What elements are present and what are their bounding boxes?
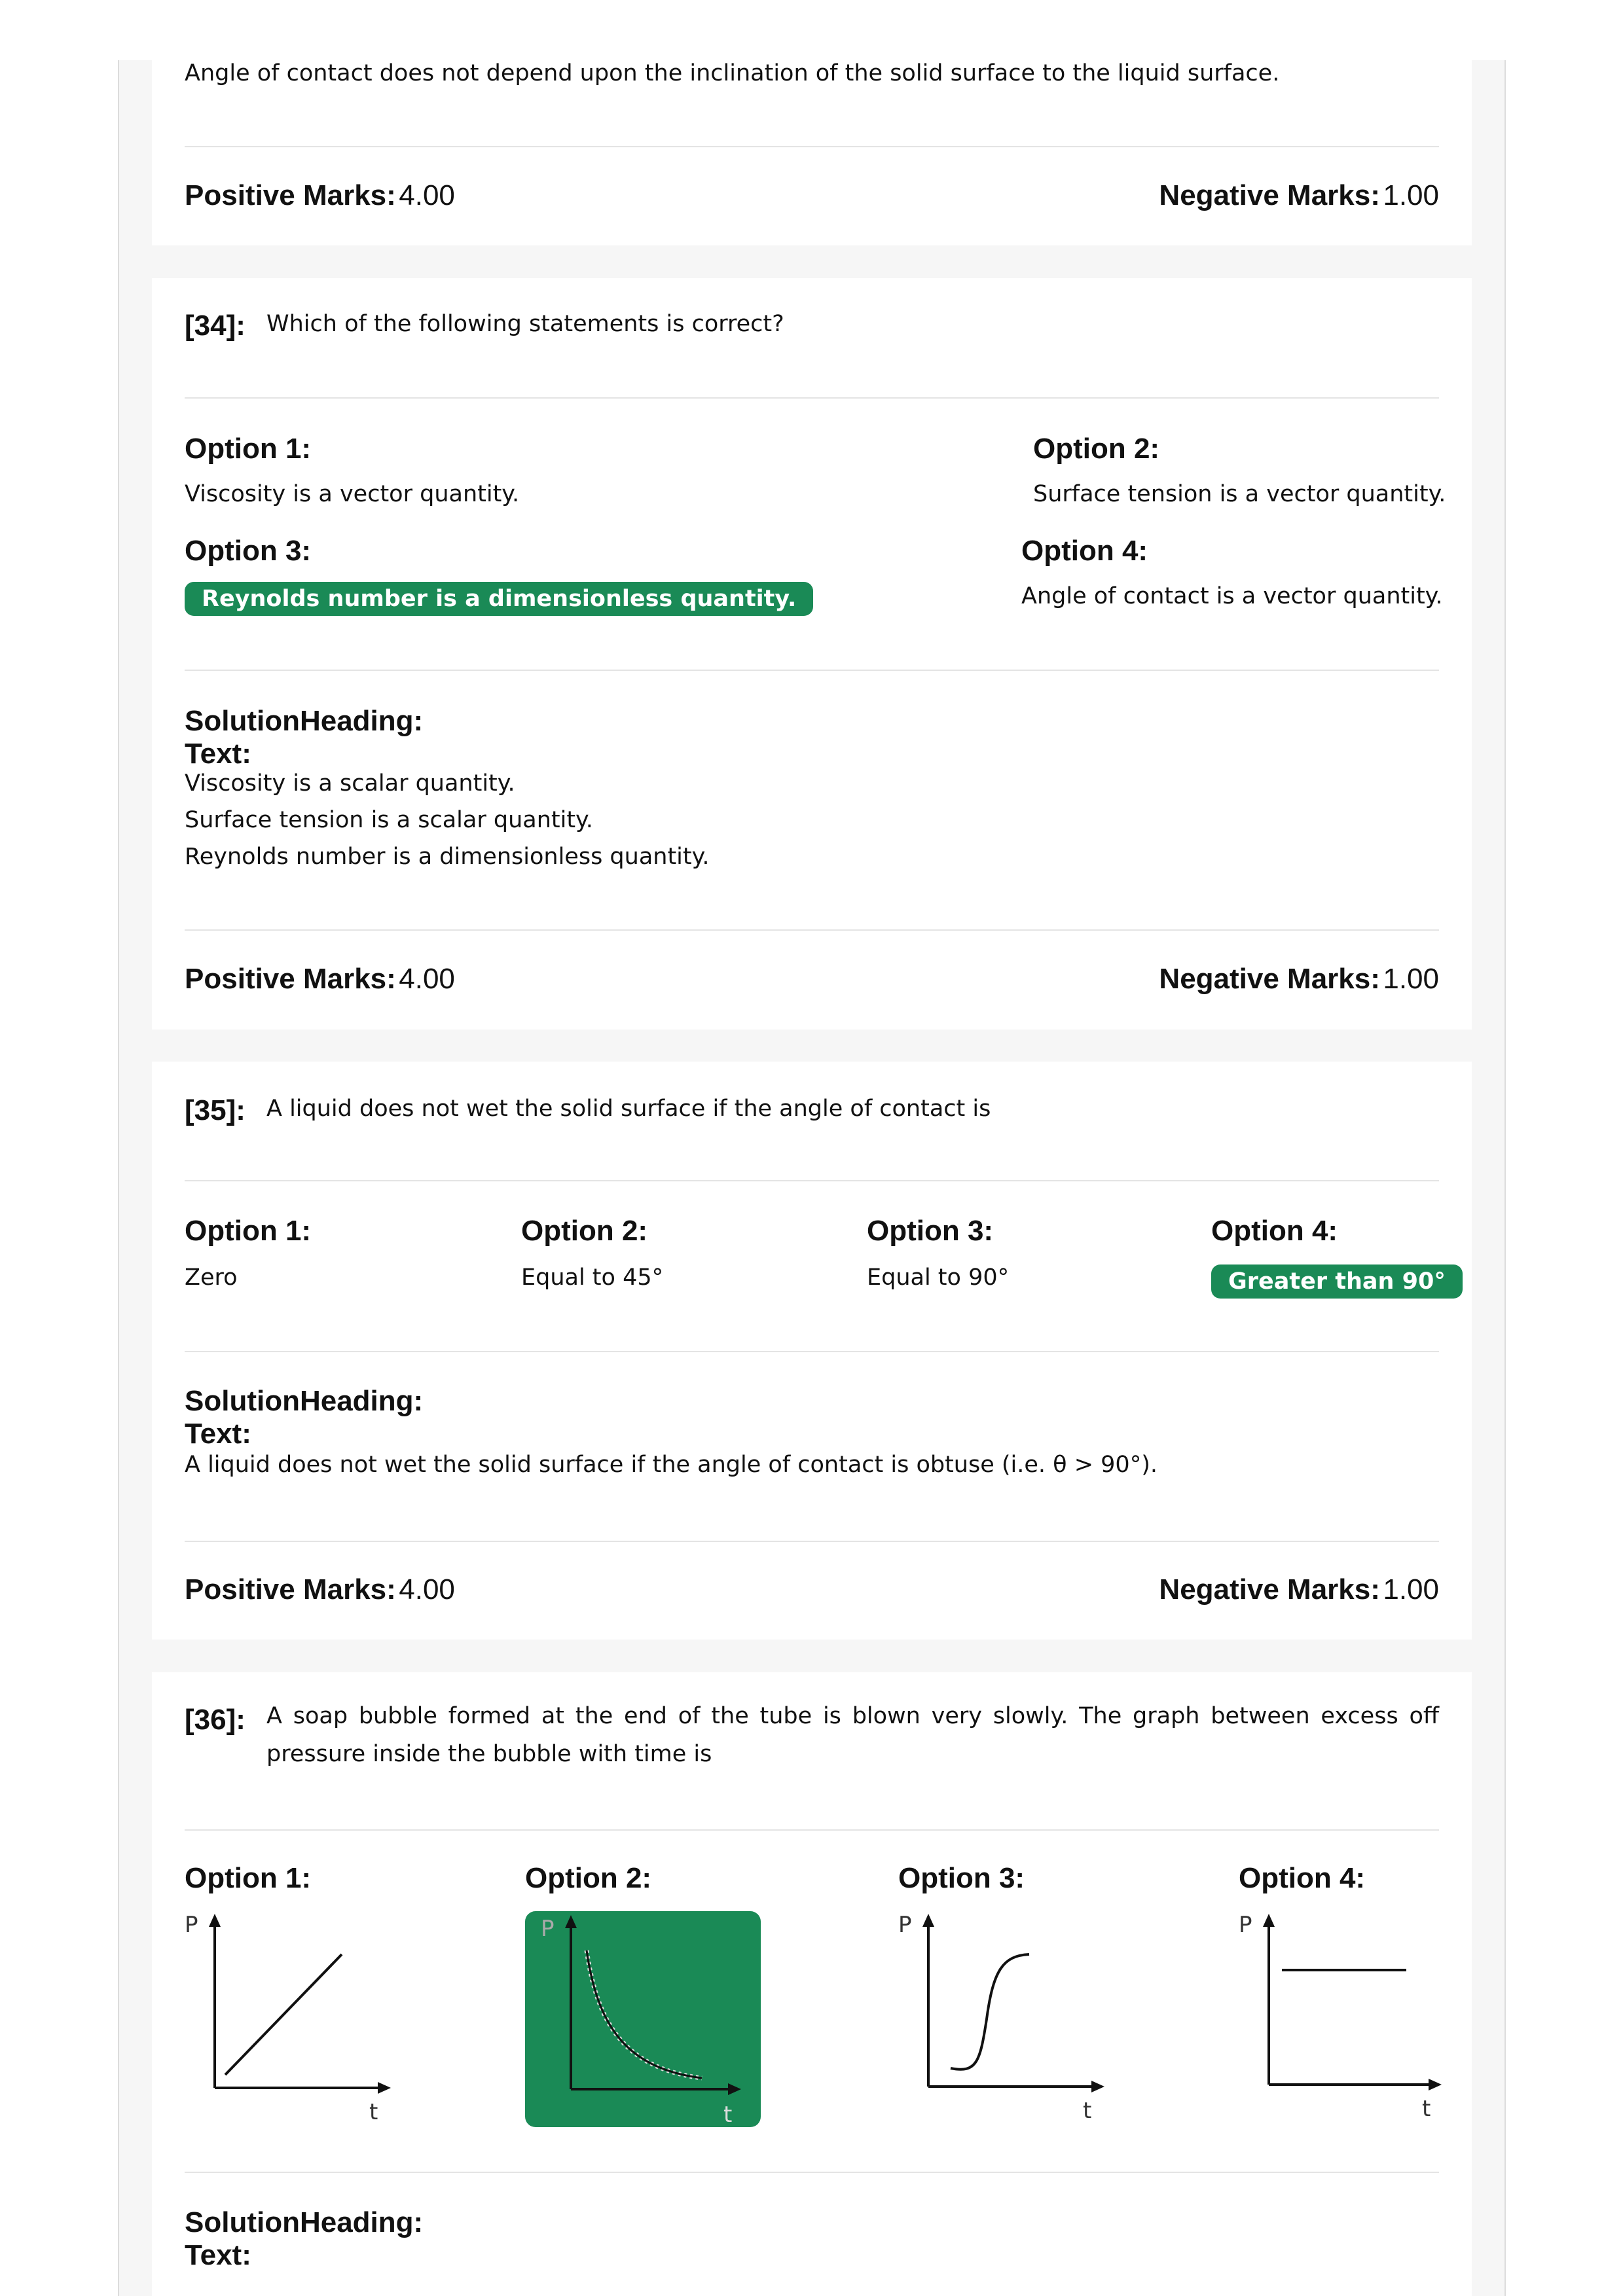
question-card-35 [152,1062,1472,1640]
positive-marks [185,179,455,212]
solution-text-label: Text: [185,1418,251,1450]
axis-y-label: P [185,1912,198,1938]
axis-x-label: t [723,2102,733,2127]
curve [951,1954,1029,2070]
solution-text-label: Text: [185,738,251,770]
question-card-33 [152,60,1472,245]
positive-marks-label: Positive Marks: [185,179,396,211]
solution-line: A liquid does not wet the solid surface if the angle of contact is obtuse (i.e. θ > 90°). [185,1452,1158,1478]
negative-marks [1159,1573,1439,1606]
option-1-text[interactable]: Zero [185,1265,238,1291]
curve [587,1950,702,2078]
option-2-label: Option 2: [1033,433,1160,465]
question-number: [36]: [185,1704,246,1736]
option-3-label: Option 3: [185,535,312,567]
negative-marks-label: Negative Marks: [1159,963,1380,995]
axis-y-label: P [1239,1912,1252,1938]
negative-marks-value: 1.00 [1383,1573,1439,1605]
positive-marks-value: 4.00 [399,963,455,995]
divider [185,2172,1439,2173]
negative-marks [1159,179,1439,212]
option-4-label: Option 4: [1211,1215,1338,1247]
solution-line: Surface tension is a scalar quantity. [185,807,593,833]
divider [185,670,1439,671]
option-4-label: Option 4: [1239,1862,1366,1894]
negative-marks [1159,963,1439,996]
negative-marks-value: 1.00 [1383,179,1439,211]
positive-marks-label: Positive Marks: [185,963,396,995]
axis-y-label: P [898,1912,912,1938]
axis-y-label: P [541,1916,555,1942]
option-3-text[interactable]: Equal to 90° [867,1265,1010,1291]
option-2-label: Option 2: [521,1215,648,1247]
divider [185,1180,1439,1181]
option-2-graph-correct-answer[interactable] [525,1911,761,2127]
question-33-text: Angle of contact does not depend upon the inclination of the solid surface to the liquid surface. [185,60,1280,86]
solution-heading: SolutionHeading: [185,1385,424,1417]
question-text: Which of the following statements is correct? [266,311,784,337]
positive-marks-value: 4.00 [399,1573,455,1605]
positive-marks-label: Positive Marks: [185,1573,396,1605]
solution-heading: SolutionHeading: [185,705,424,737]
axis-x-label: t [1083,2098,1092,2124]
curve [225,1954,342,2075]
divider [185,397,1439,399]
divider [185,929,1439,931]
negative-marks-value: 1.00 [1383,963,1439,995]
option-2-label: Option 2: [525,1862,652,1894]
option-1-graph[interactable] [185,1911,420,2127]
solution-line: Reynolds number is a dimensionless quantity. [185,844,710,870]
solution-line: Viscosity is a scalar quantity. [185,770,515,797]
option-1-text[interactable]: Viscosity is a vector quantity. [185,481,520,507]
question-number: [35]: [185,1094,246,1126]
question-text: A liquid does not wet the solid surface if the angle of contact is [266,1096,991,1122]
option-3-correct-answer[interactable]: Reynolds number is a dimensionless quantity. [185,582,813,616]
option-4-label: Option 4: [1021,535,1148,567]
negative-marks-label: Negative Marks: [1159,179,1380,211]
solution-text-label: Text: [185,2239,251,2271]
positive-marks-value: 4.00 [399,179,455,211]
option-1-label: Option 1: [185,1862,312,1894]
positive-marks [185,1573,455,1606]
question-card-34 [152,278,1472,1030]
divider [185,1541,1439,1542]
option-4-text[interactable]: Angle of contact is a vector quantity. [1021,583,1443,609]
axis-x-label: t [1422,2096,1431,2122]
axis-x-label: t [369,2099,378,2125]
option-1-label: Option 1: [185,1215,312,1247]
positive-marks [185,963,455,996]
option-3-graph[interactable] [898,1911,1134,2127]
option-4-graph[interactable] [1239,1911,1474,2127]
divider [185,1829,1439,1831]
solution-heading: SolutionHeading: [185,2206,424,2238]
option-3-label: Option 3: [898,1862,1025,1894]
question-number: [34]: [185,310,246,342]
question-text: A soap bubble formed at the end of the tube is blown very slowly. The graph between excess off pressure inside the bubble with time is [266,1703,1439,1767]
option-3-label: Option 3: [867,1215,994,1247]
divider [185,146,1439,147]
option-2-text[interactable]: Equal to 45° [521,1265,664,1291]
option-1-label: Option 1: [185,433,312,465]
option-4-correct-answer[interactable]: Greater than 90° [1211,1265,1463,1299]
question-card-36 [152,1672,1472,2296]
divider [185,1351,1439,1352]
option-2-text[interactable]: Surface tension is a vector quantity. [1033,481,1446,507]
negative-marks-label: Negative Marks: [1159,1573,1380,1605]
